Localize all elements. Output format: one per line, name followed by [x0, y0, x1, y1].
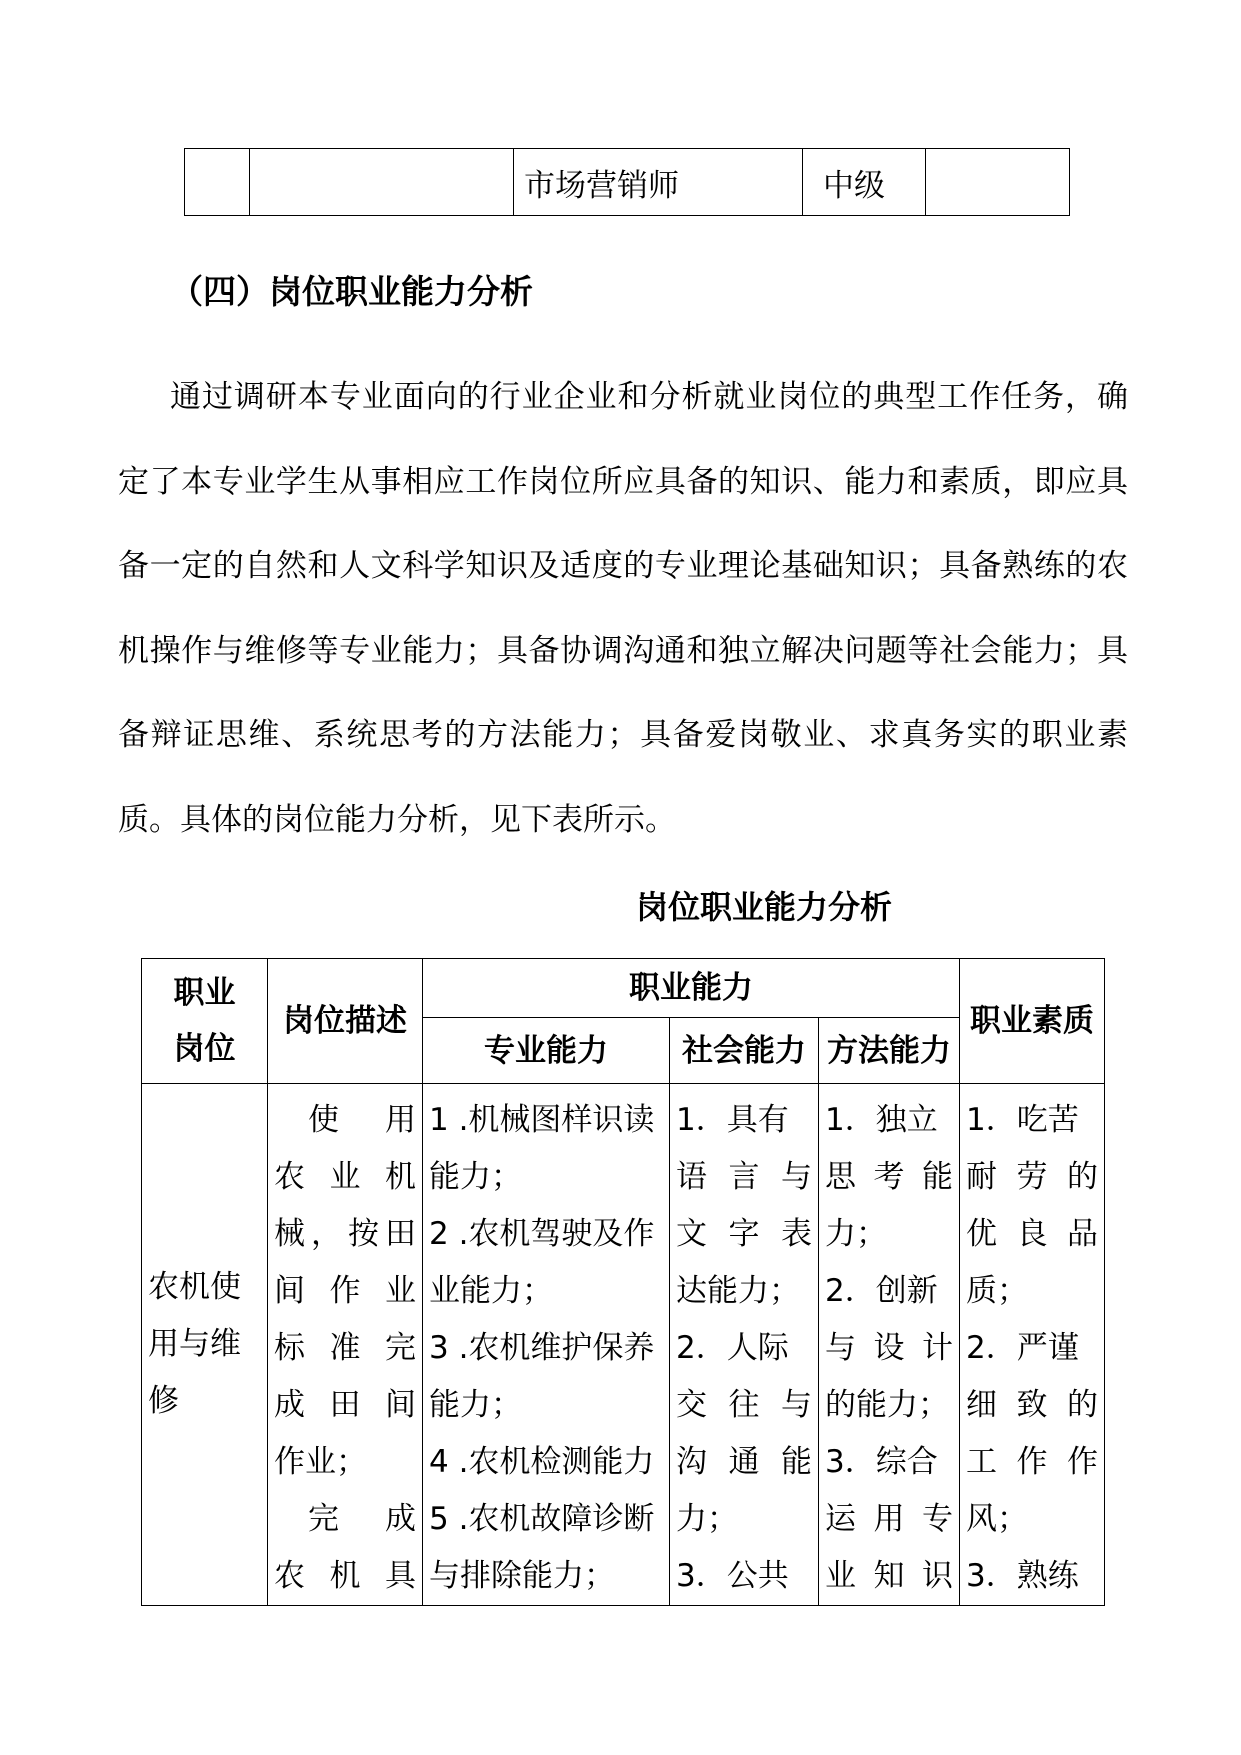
header-quality: 职业素质 — [960, 959, 1105, 1084]
cell-line: 思考能 — [825, 1159, 953, 1195]
table-row — [142, 1084, 1105, 1606]
cell-line: 语言与 — [676, 1159, 812, 1195]
cell-line: 与排除能力； — [429, 1558, 615, 1594]
quality-cell — [960, 1084, 1105, 1606]
cell-line: 1 .机械图样识读 — [429, 1102, 655, 1138]
header-position-line2: 岗位 — [173, 1031, 236, 1067]
cell-line: 能力； — [429, 1387, 522, 1423]
cell-line: 农业机 — [274, 1159, 416, 1195]
cell-line: 农机具 — [274, 1558, 416, 1594]
cell-line: 力； — [825, 1216, 887, 1252]
cell-line: 沟通能 — [676, 1444, 812, 1480]
cell-line: 作业； — [274, 1444, 367, 1480]
cell-line: 风； — [966, 1501, 1028, 1537]
cell-line: 1．独立 — [825, 1102, 938, 1138]
table-cell — [250, 149, 514, 216]
cell-line: 工作作 — [966, 1444, 1098, 1480]
description-lines — [274, 1084, 416, 1605]
cell-line: 2．严谨 — [966, 1330, 1079, 1366]
method-cell — [819, 1084, 960, 1606]
cell-line: 成田间 — [274, 1387, 416, 1423]
cell-line: 质； — [966, 1273, 1028, 1309]
cell-line: 优良品 — [966, 1216, 1098, 1252]
cell-line: 间作业 — [274, 1273, 416, 1309]
table-cell — [185, 149, 250, 216]
cell-line: 运用专 — [825, 1501, 953, 1537]
cell-line: 交往与 — [676, 1387, 812, 1423]
cell-line: 2．人际 — [676, 1330, 789, 1366]
cell-line: 械，按田 — [274, 1216, 416, 1252]
header-professional: 专业能力 — [423, 1018, 670, 1084]
cell-line: 3．综合 — [825, 1444, 938, 1480]
cell-line: 文字表 — [676, 1216, 812, 1252]
description-cell — [268, 1084, 423, 1606]
table-cell: 中级 — [803, 149, 926, 216]
cell-line: 3．公共 — [676, 1558, 789, 1594]
header-row — [142, 959, 1105, 1018]
cell-line: 的能力； — [825, 1387, 949, 1423]
table-row — [185, 149, 1070, 216]
cell-line: 1．具有 — [676, 1102, 789, 1138]
body-paragraph: 通过调研本专业面向的行业企业和分析就业岗位的典型工作任务，确定了本专业学生从事相应工作岗位所应具备的知识、能力和素质，即应具备一定的自然和人文科学知识及适度的专业理论基础知识；具备熟练的农机操作与维修等专业能力；具备协调沟通和独立解决问题等社会能力；具备辩证思维、系统思考的方法能力；具备爱岗敬业、求真务实的职业素质。具体的岗位能力分析，见下表所示。 — [118, 379, 1128, 838]
cell-line: 与设计 — [825, 1330, 953, 1366]
cell-line: 标准完 — [274, 1330, 416, 1366]
cell-line: 2 .农机驾驶及作 — [429, 1216, 655, 1252]
top-table — [184, 148, 1070, 216]
cell-line: 使 用 — [308, 1102, 416, 1138]
cell-line: 4 .农机检测能力 — [429, 1444, 655, 1480]
cell-line: 业能力； — [429, 1273, 553, 1309]
cell-line: 2．创新 — [825, 1273, 938, 1309]
ability-table — [141, 958, 1105, 1606]
cell-line: 达能力； — [676, 1273, 800, 1309]
header-method: 方法能力 — [819, 1018, 960, 1084]
table-caption: 岗位职业能力分析 — [636, 888, 893, 926]
table-cell — [926, 149, 1070, 216]
professional-lines — [429, 1084, 663, 1605]
professional-cell — [423, 1084, 670, 1606]
header-social: 社会能力 — [670, 1018, 819, 1084]
cell-line: 业知识 — [825, 1558, 953, 1594]
cell-line: 5 .农机故障诊断 — [429, 1501, 655, 1537]
cell-line: 完 成 — [308, 1501, 416, 1537]
cell-line: 能力； — [429, 1159, 522, 1195]
header-position — [142, 959, 268, 1084]
quality-lines — [966, 1084, 1098, 1605]
cell-line: 3 .农机维护保养 — [429, 1330, 655, 1366]
table-cell: 市场营销师 — [514, 149, 803, 216]
header-position-line1: 职业 — [173, 975, 236, 1011]
cell-line: 力； — [676, 1501, 738, 1537]
cell-line: 1．吃苦 — [966, 1102, 1079, 1138]
method-lines — [825, 1084, 953, 1605]
position-text: 农机使用与维修 — [148, 1269, 241, 1419]
header-description: 岗位描述 — [268, 959, 423, 1084]
social-cell — [670, 1084, 819, 1606]
section-heading: （四）岗位职业能力分析 — [170, 272, 533, 311]
social-lines — [676, 1084, 812, 1605]
cell-line: 3．熟练 — [966, 1558, 1079, 1594]
cell-line: 耐劳的 — [966, 1159, 1098, 1195]
position-cell — [142, 1084, 268, 1606]
cell-line: 细致的 — [966, 1387, 1098, 1423]
header-ability: 职业能力 — [423, 959, 960, 1018]
